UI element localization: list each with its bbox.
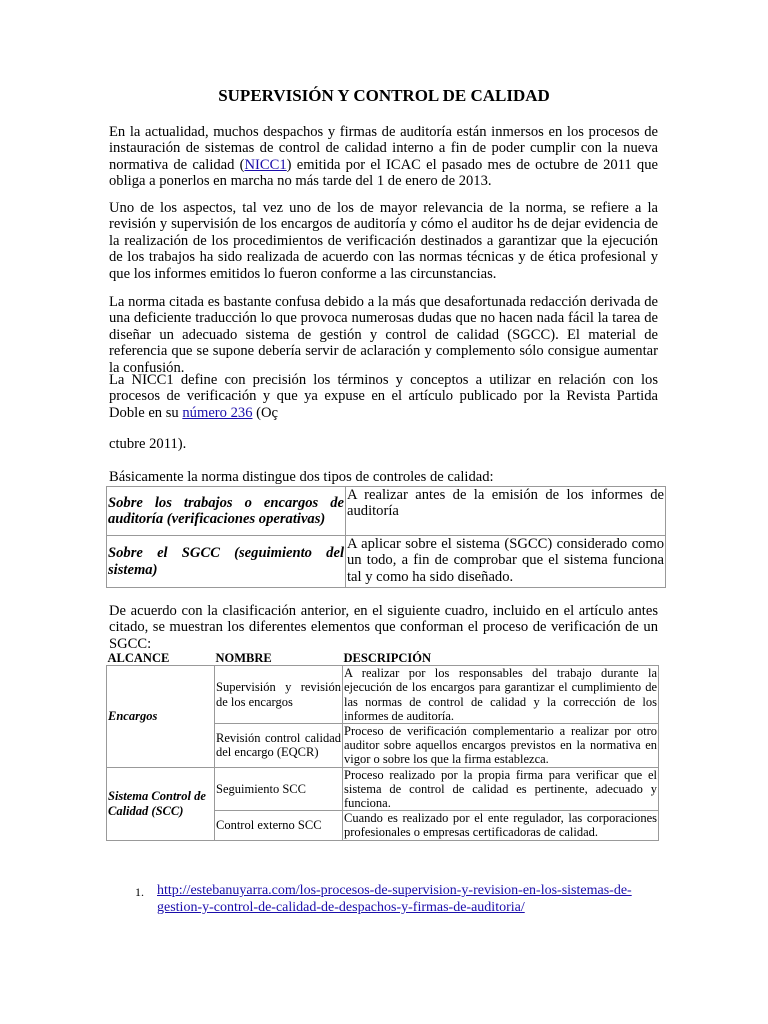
column-header: ALCANCE xyxy=(107,651,215,666)
paragraph-intro xyxy=(109,124,658,190)
description-cell: Proceso realizado por la propia firma para verificar que el sistema de control de calidad es pertinente, adecuado y funciona. xyxy=(344,767,657,811)
paragraph-text: La NICC1 define con precisión los términos y conceptos a utilizar en relación con los procesos de verificación y que ya expuse en el artículo publicado por la Revista Partida Doble en su xyxy=(109,372,658,421)
column-header: NOMBRE xyxy=(215,651,343,666)
name-cell: Seguimiento SCC xyxy=(215,767,343,811)
paragraph-text: En la actualidad, muchos despachos y firmas de auditoría están inmersos en los procesos de instauración de sistemas de control de calidad interno a fin de poder cumplir con la nueva normativa de calidad ( xyxy=(109,124,658,173)
paragraph-nicc1 xyxy=(109,372,658,421)
name-cell: Revisión control calidad del encargo (EQCR) xyxy=(215,724,343,768)
column-header: DESCRIPCIÓN xyxy=(343,651,659,666)
nicc1-link[interactable]: NICC1 xyxy=(244,156,287,173)
control-description: A realizar antes de la emisión de los informes de auditoría xyxy=(346,487,666,536)
paragraph-text: (Oç xyxy=(252,404,279,421)
controls-table xyxy=(106,486,666,588)
table-row xyxy=(107,536,666,588)
paragraph-norma: La norma citada es bastante confusa debido a la más que desafortunada redacción derivada de una deficiente traducción lo que provoca numerosas dudas que no hacen nada fácil la tarea de diseñar un adecuado sistema de gestión y control de calidad (SGCC). El material de referencia que se supone debería servir de aclaración y complemento sólo consigue aumentar la confusión. xyxy=(109,294,658,376)
paragraph-continuation: ctubre 2011). xyxy=(109,436,187,452)
name-cell: Supervisión y revisión de los encargos xyxy=(215,666,343,724)
description-cell: Cuando es realizado por el ente regulador, las corporaciones profesionales o empresas certificadoras de calidad. xyxy=(344,811,657,840)
numero-236-link[interactable]: número 236 xyxy=(182,404,253,421)
source-link[interactable]: http://estebanuyarra.com/los-procesos-de-supervision-y-revision-en-los-sistemas-de-gestion-y-control-de-calidad-de-despachos-y-firmas-de-auditoria/ xyxy=(157,883,632,915)
control-label: Sobre el SGCC (seguimiento del sistema) xyxy=(107,536,346,588)
page-title: SUPERVISIÓN Y CONTROL DE CALIDAD xyxy=(218,86,550,105)
table-row xyxy=(107,767,659,811)
control-label: Sobre los trabajos o encargos de auditoría (verificaciones operativas) xyxy=(107,487,346,536)
footnote-number: 1. xyxy=(135,885,144,899)
table-row xyxy=(107,666,659,724)
description-cell: Proceso de verificación complementario a realizar por otro auditor sobre aquellos encargos previstos en la normativa en vigor o sobre los que la firma establezca. xyxy=(344,724,657,767)
name-cell: Control externo SCC xyxy=(215,811,343,840)
control-description: A aplicar sobre el sistema (SGCC) considerado como un todo, a fin de comprobar que el sistema funciona tal y como ha sido diseñado. xyxy=(346,536,666,588)
scope-cell: Sistema Control de Calidad (SCC) xyxy=(107,767,215,840)
table-header-row xyxy=(107,651,659,666)
paragraph-aspects: Uno de los aspectos, tal vez uno de los de mayor relevancia de la norma, se refiere a la revisión y supervisión de los encargos de auditoría y cómo el auditor hs de dejar evidencia de la realización de los procedimientos de verificación destinados a garantizar que la ejecución de los trabajos ha sido realizada de acuerdo con las normas técnicas y de ética profesional y que los informes emitidos lo fueron conforme a las circunstancias. xyxy=(109,200,658,282)
description-cell: A realizar por los responsables del trabajo durante la ejecución de los encargos para garantizar el cumplimiento de las normas de control de calidad y la corrección de los informes de auditoría. xyxy=(344,666,657,723)
scope-cell: Encargos xyxy=(107,666,215,767)
table-row xyxy=(107,487,666,536)
paragraph-clasificacion: De acuerdo con la clasificación anterior, en el siguiente cuadro, incluido en el artículo antes citado, se muestran los diferentes elementos que conforman el proceso de verificación de un SGCC: xyxy=(109,603,658,652)
paragraph-tipos: Básicamente la norma distingue dos tipos de controles de calidad: xyxy=(109,469,494,485)
paragraph-text: ) emitida por el ICAC el pasado mes de octubre de 2011 que obliga a ponerlos en marcha no más tarde del 1 de enero de 2013. xyxy=(109,156,658,190)
sgcc-table xyxy=(106,651,659,841)
